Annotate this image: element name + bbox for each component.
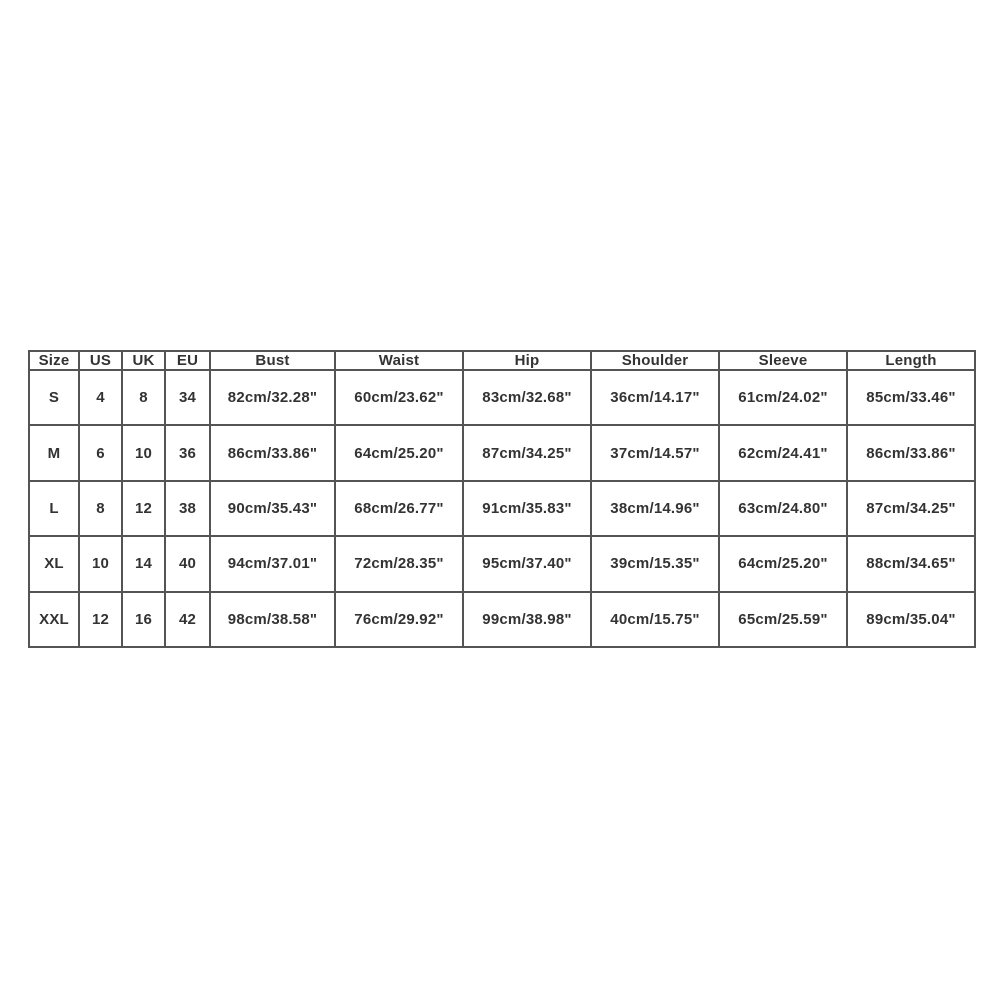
table-cell: 60cm/23.62" [335, 370, 463, 425]
column-header: EU [165, 351, 210, 370]
column-header: Size [29, 351, 79, 370]
table-cell: 68cm/26.77" [335, 481, 463, 536]
table-cell: 12 [79, 592, 122, 647]
table-cell: 98cm/38.58" [210, 592, 335, 647]
table-cell: 91cm/35.83" [463, 481, 591, 536]
table-cell: 90cm/35.43" [210, 481, 335, 536]
table-cell: 38 [165, 481, 210, 536]
table-cell: XL [29, 536, 79, 591]
table-cell: 85cm/33.46" [847, 370, 975, 425]
table-cell: 86cm/33.86" [847, 425, 975, 480]
column-header: UK [122, 351, 165, 370]
table-cell: 72cm/28.35" [335, 536, 463, 591]
table-cell: 88cm/34.65" [847, 536, 975, 591]
table-row [29, 370, 975, 425]
table-cell: 4 [79, 370, 122, 425]
table-cell: 16 [122, 592, 165, 647]
table-cell: 95cm/37.40" [463, 536, 591, 591]
column-header: Bust [210, 351, 335, 370]
table-row [29, 481, 975, 536]
table-cell: 76cm/29.92" [335, 592, 463, 647]
table-cell: 94cm/37.01" [210, 536, 335, 591]
table-cell: 34 [165, 370, 210, 425]
column-header: Hip [463, 351, 591, 370]
table-cell: 82cm/32.28" [210, 370, 335, 425]
header-row [29, 351, 975, 370]
table-cell: S [29, 370, 79, 425]
table-cell: 64cm/25.20" [719, 536, 847, 591]
table-row [29, 425, 975, 480]
table-cell: 36cm/14.17" [591, 370, 719, 425]
table-row [29, 592, 975, 647]
column-header: US [79, 351, 122, 370]
size-chart-body [29, 370, 975, 647]
table-cell: 61cm/24.02" [719, 370, 847, 425]
table-cell: 37cm/14.57" [591, 425, 719, 480]
table-cell: 89cm/35.04" [847, 592, 975, 647]
table-cell: 64cm/25.20" [335, 425, 463, 480]
table-cell: 87cm/34.25" [847, 481, 975, 536]
table-cell: 83cm/32.68" [463, 370, 591, 425]
table-cell: 8 [79, 481, 122, 536]
table-cell: 99cm/38.98" [463, 592, 591, 647]
table-cell: 12 [122, 481, 165, 536]
table-cell: 38cm/14.96" [591, 481, 719, 536]
table-cell: 39cm/15.35" [591, 536, 719, 591]
size-chart-table [28, 350, 976, 648]
table-cell: 10 [79, 536, 122, 591]
table-cell: 14 [122, 536, 165, 591]
table-cell: 6 [79, 425, 122, 480]
column-header: Length [847, 351, 975, 370]
table-cell: 40cm/15.75" [591, 592, 719, 647]
table-cell: 10 [122, 425, 165, 480]
table-cell: 86cm/33.86" [210, 425, 335, 480]
size-chart-header [29, 351, 975, 370]
table-cell: XXL [29, 592, 79, 647]
table-cell: 40 [165, 536, 210, 591]
table-cell: M [29, 425, 79, 480]
column-header: Waist [335, 351, 463, 370]
table-cell: 62cm/24.41" [719, 425, 847, 480]
table-cell: L [29, 481, 79, 536]
column-header: Shoulder [591, 351, 719, 370]
table-row [29, 536, 975, 591]
table-cell: 42 [165, 592, 210, 647]
table-cell: 65cm/25.59" [719, 592, 847, 647]
column-header: Sleeve [719, 351, 847, 370]
table-cell: 63cm/24.80" [719, 481, 847, 536]
table-cell: 8 [122, 370, 165, 425]
table-cell: 36 [165, 425, 210, 480]
table-cell: 87cm/34.25" [463, 425, 591, 480]
